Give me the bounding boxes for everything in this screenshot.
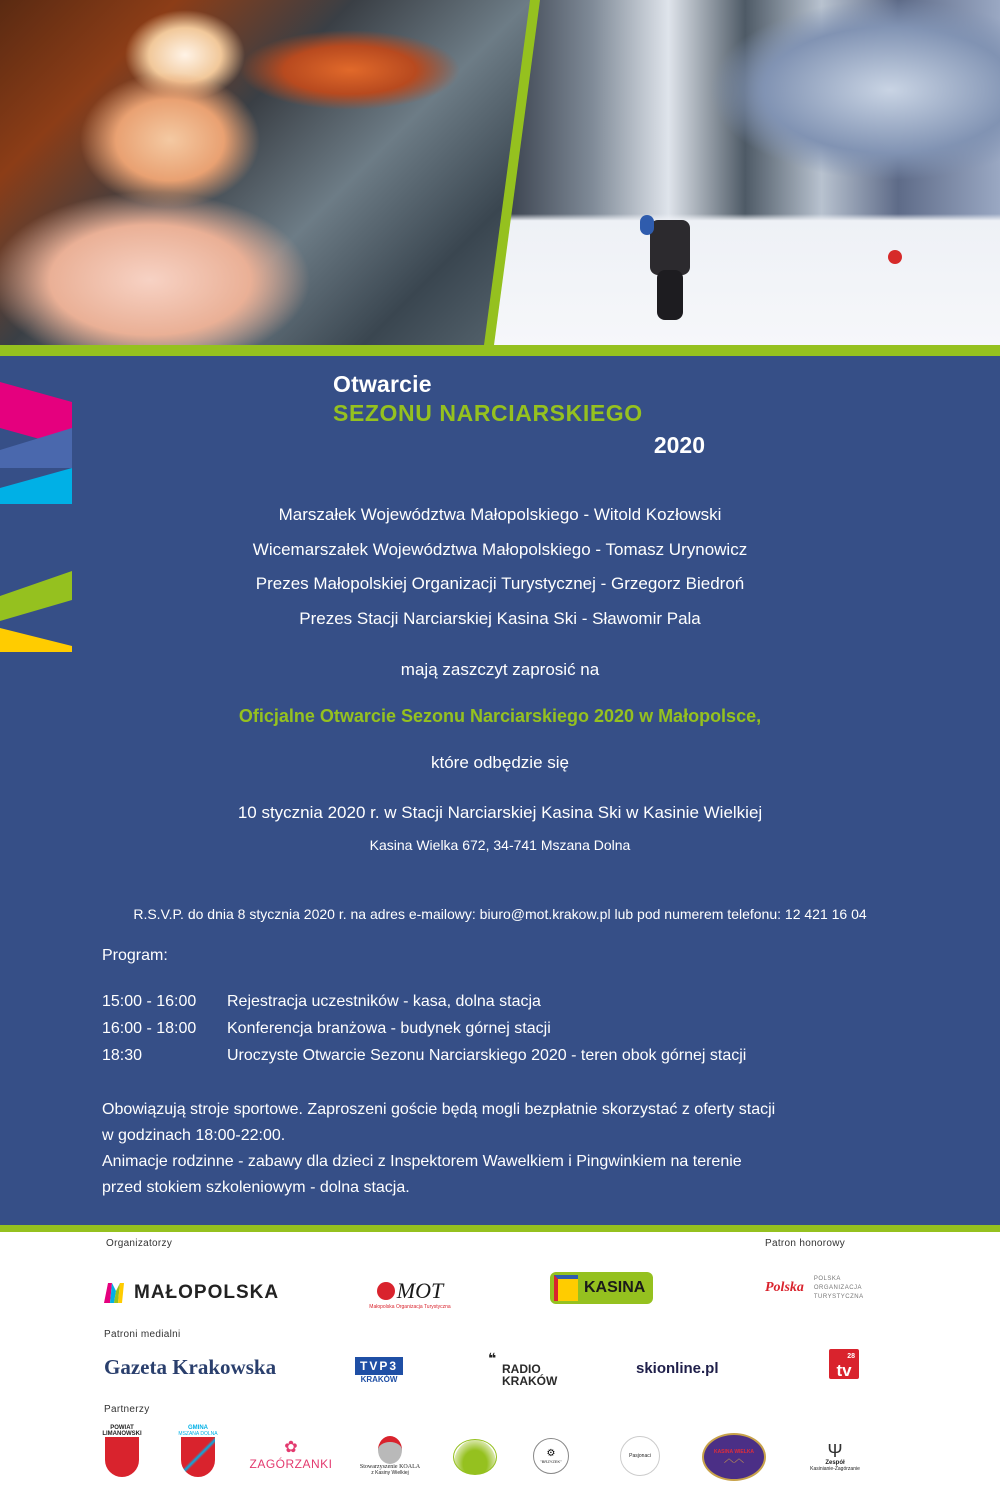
program-desc: Rejestracja uczestników - kasa, dolna stacja (227, 993, 541, 1010)
event-date-place: 10 stycznia 2020 r. w Stacji Narciarskiej Kasina Ski w Kasinie Wielkiej (237, 803, 763, 822)
program-list (102, 988, 746, 1069)
invite-connector: które odbędzie się (431, 753, 569, 772)
program-item (102, 1015, 746, 1042)
gmina-mszana-dolna-crest (176, 1425, 220, 1477)
brzyzek-logo (533, 1438, 569, 1474)
polska-wordmark: Polska (765, 1280, 804, 1295)
powiat-limanowski-crest (102, 1425, 142, 1477)
kasina-wordmark: KASINA (584, 1279, 646, 1296)
powiat-line2: LIMANOWSKI (102, 1431, 142, 1437)
mot-dot-icon (377, 1282, 395, 1300)
invite-intro: mają zaszczyt zaprosić na (400, 660, 600, 679)
program-desc: Uroczyste Otwarcie Sezonu Narciarskiego 2020 - teren obok górnej stacji (227, 1047, 747, 1064)
skier-figure (650, 220, 690, 275)
tvp3-krakow-logo (355, 1352, 403, 1388)
tvp3-wordmark: TVP3 (355, 1357, 403, 1375)
tv28-wordmark: tv (836, 1361, 852, 1380)
organizers-label: Organizatorzy (106, 1238, 173, 1249)
kasina-wielka-logo (702, 1433, 766, 1481)
zespol-line1: Zespół (825, 1460, 845, 1466)
blue-skier-figure (640, 215, 654, 235)
koala-association-logo (358, 1430, 422, 1482)
ski-slope-photo (490, 0, 1000, 345)
pasjonaci-name: Pasjonaci (629, 1453, 651, 1459)
zagorzanki-wordmark: ZAGÓRZANKI (249, 1457, 333, 1471)
red-skier-figure (888, 250, 902, 264)
event-name: Oficjalne Otwarcie Sezonu Narciarskiego 2020 w Małopolsce, (238, 706, 762, 726)
note-line: Animacje rodzinne - zabawy dla dzieci z Inspektorem Wawelkiem i Pingwinkiem na terenie (102, 1153, 742, 1170)
program-time: 15:00 - 16:00 (102, 993, 197, 1010)
kasina-logo (550, 1272, 653, 1304)
bottom-green-band (0, 1225, 1000, 1232)
skier-girl-photo (0, 0, 540, 345)
note-line: w godzinach 18:00-22:00. (102, 1127, 286, 1144)
partners-label: Partnerzy (104, 1404, 150, 1415)
radio-line2: KRAKÓW (502, 1374, 558, 1388)
host-line: Prezes Małopolskiej Organizacji Turystycznej - Grzegorz Biedroń (255, 574, 745, 593)
shield-icon (181, 1437, 215, 1477)
sponsors-section (0, 1232, 1000, 1504)
koala-line1: Stowarzyszenie KOALA (359, 1464, 421, 1470)
koala-line2: z Kasiny Wielkiej (371, 1470, 409, 1476)
gmina-line2: MSZANA DOLNA (178, 1431, 218, 1437)
note-line: przed stokiem szkoleniowym - dolna stacja. (102, 1179, 410, 1196)
mot-logo (360, 1270, 460, 1318)
radio-line1: RADIO (502, 1362, 541, 1376)
header-photos (0, 0, 1000, 345)
host-line: Wicemarszałek Województwa Małopolskiego - Tomasz Urynowicz (252, 539, 748, 559)
host-line: Prezes Stacji Narciarskiej Kasina Ski - Sławomir Pala (299, 608, 701, 628)
powiat-line1: POWIAT (110, 1425, 134, 1431)
host-line: Marszałek Województwa Małopolskiego - Witold Kozłowski (278, 505, 722, 524)
title-line1: Otwarcie (333, 371, 432, 397)
pot-line: ORGANIZACJA (813, 1284, 863, 1291)
skier-legs (657, 270, 683, 320)
folk-ornament-icon: Ψ (827, 1441, 843, 1461)
tv28-number: 28 (847, 1353, 855, 1360)
emblem-icon: ⚙ (546, 1448, 556, 1459)
media-patrons-label: Patroni medialni (104, 1329, 181, 1340)
tvp3-subtitle: KRAKÓW (360, 1374, 398, 1384)
rsvp-info: R.S.V.P. do dnia 8 stycznia 2020 r. na adres e-mailowy: biuro@mot.krakow.pl lub pod numerem telefonu: 12 421 16 04 (133, 906, 867, 922)
program-item (102, 988, 746, 1015)
note-line: Obowiązują stroje sportowe. Zaproszeni goście będą mogli bezpłatnie skorzystać z oferty stacji (102, 1101, 776, 1118)
event-notes (102, 1097, 775, 1201)
rose-icon: ✿ (284, 1439, 298, 1456)
title-line2: SEZONU NARCIARSKIEGO (333, 400, 643, 426)
program-time: 16:00 - 18:00 (102, 1020, 197, 1037)
malopolska-logo (104, 1280, 279, 1306)
pot-line: POLSKA (813, 1275, 841, 1282)
landscape-circle-logo (453, 1439, 497, 1475)
honorary-patron-label: Patron honorowy (765, 1238, 846, 1249)
zespol-line2: Kasinianie-Zagórzanie (810, 1466, 860, 1472)
event-title (333, 370, 713, 462)
tv28-logo (829, 1349, 859, 1379)
mountains-icon: ︿︿ (724, 1454, 744, 1465)
koala-icon (378, 1436, 402, 1464)
pot-line: TURYSTYCZNA (813, 1293, 864, 1300)
title-year: 2020 (653, 432, 705, 458)
hosts-list (0, 498, 1000, 636)
malopolska-m-icon (104, 1283, 128, 1303)
program-desc: Konferencja branżowa - budynek górnej stacji (227, 1020, 551, 1037)
invitation-panel (0, 356, 1000, 1225)
malopolska-wordmark: MAŁOPOLSKA (134, 1282, 280, 1303)
mot-subtitle: Małopolska Organizacja Turystyczna (369, 1304, 451, 1310)
event-address: Kasina Wielka 672, 34-741 Mszana Dolna (369, 837, 631, 853)
skionline-wordmark: skionline.pl (636, 1359, 719, 1377)
brzyzek-name: "BRZYZEK" (540, 1459, 562, 1464)
program-item (102, 1042, 746, 1069)
penguin-icon (554, 1275, 578, 1301)
kasina-wielka-name: KASINA WIELKA (713, 1449, 755, 1455)
polish-tourism-org-logo (765, 1268, 864, 1308)
gazeta-wordmark: Gazeta Krakowska (104, 1354, 277, 1379)
pasjonaci-logo (620, 1436, 660, 1476)
program-heading: Program: (102, 947, 168, 964)
landscape-icon (453, 1439, 497, 1475)
shield-icon (105, 1437, 139, 1477)
quote-icon: ❝ (488, 1350, 497, 1366)
gmina-line1: GMINA (188, 1425, 208, 1431)
zespol-kasinianie-logo (804, 1432, 866, 1482)
zagorzanki-logo (250, 1432, 332, 1476)
top-green-band (0, 345, 1000, 356)
gazeta-krakowska-logo (104, 1352, 276, 1382)
skionline-logo (636, 1356, 719, 1380)
program-time: 18:30 (102, 1047, 143, 1064)
radio-krakow-logo (488, 1350, 557, 1390)
mot-wordmark: MOT (396, 1278, 444, 1303)
